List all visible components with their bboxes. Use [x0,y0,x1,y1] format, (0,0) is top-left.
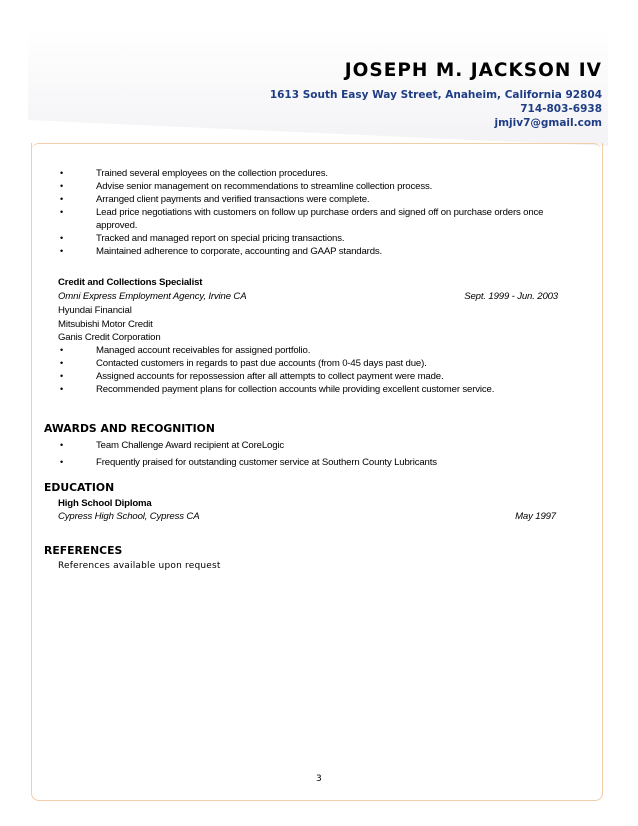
contact-email: jmjiv7@gmail.com [494,117,602,129]
list-item: • Arranged client payments and verified transactions were complete. [60,194,370,205]
job-bullets [58,344,568,396]
bullet-icon: • [60,440,64,450]
education-degree: High School Diploma [58,498,152,509]
job-title: Credit and Collections Specialist [58,277,203,288]
awards-heading: AWARDS AND RECOGNITION [44,422,215,435]
list-item: • Advise senior management on recommendations to streamline collection process. [60,181,433,192]
list-item: • Team Challenge Award recipient at CoreLogic [60,440,285,451]
bullet-icon: • [60,371,64,381]
contact-phone: 714-803-6938 [520,103,602,115]
previous-role-bullets [58,167,568,258]
contact-address: 1613 South Easy Way Street, Anaheim, California 92804 [269,89,602,101]
list-item: • Frequently praised for outstanding customer service at Southern County Lubricants [60,457,437,468]
client-name: Ganis Credit Corporation [58,332,161,343]
references-heading: REFERENCES [44,544,123,557]
bullet-icon: • [60,233,64,243]
candidate-name: JOSEPH M. JACKSON IV [344,60,602,81]
bullet-icon: • [60,358,64,368]
bullet-icon: • [60,194,64,204]
awards-list [58,439,568,469]
page-number: 3 [316,774,322,784]
education-school: Cypress High School, Cypress CA [58,511,200,522]
references-text: References available upon request [58,561,221,571]
job-dates: Sept. 1999 - Jun. 2003 [464,291,558,302]
list-item: • Tracked and managed report on special pricing transactions. [60,233,345,244]
job-company: Omni Express Employment Agency, Irvine CA [58,291,247,302]
education-date: May 1997 [515,511,556,522]
list-item: • Managed account receivables for assigned portfolio. [60,345,311,356]
list-item: • Assigned accounts for repossession after all attempts to collect payment were made. [60,371,444,382]
client-name: Mitsubishi Motor Credit [58,319,153,330]
bullet-icon: • [60,457,64,467]
list-item: • Lead price negotiations with customers on follow up purchase orders and signed off on purchase orders once approved. [60,207,544,231]
bullet-icon: • [60,384,64,394]
bullet-icon: • [60,207,64,217]
client-name: Hyundai Financial [58,305,132,316]
list-item: • Maintained adherence to corporate, accounting and GAAP standards. [60,246,383,257]
bullet-icon: • [60,345,64,355]
bullet-icon: • [60,168,64,178]
list-item: • Contacted customers in regards to past due accounts (from 0-45 days past due). [60,358,427,369]
bullet-icon: • [60,246,64,256]
list-item: • Recommended payment plans for collection accounts while providing excellent customer service. [60,384,495,395]
list-item: • Trained several employees on the collection procedures. [60,168,328,179]
education-heading: EDUCATION [44,481,115,494]
bullet-icon: • [60,181,64,191]
